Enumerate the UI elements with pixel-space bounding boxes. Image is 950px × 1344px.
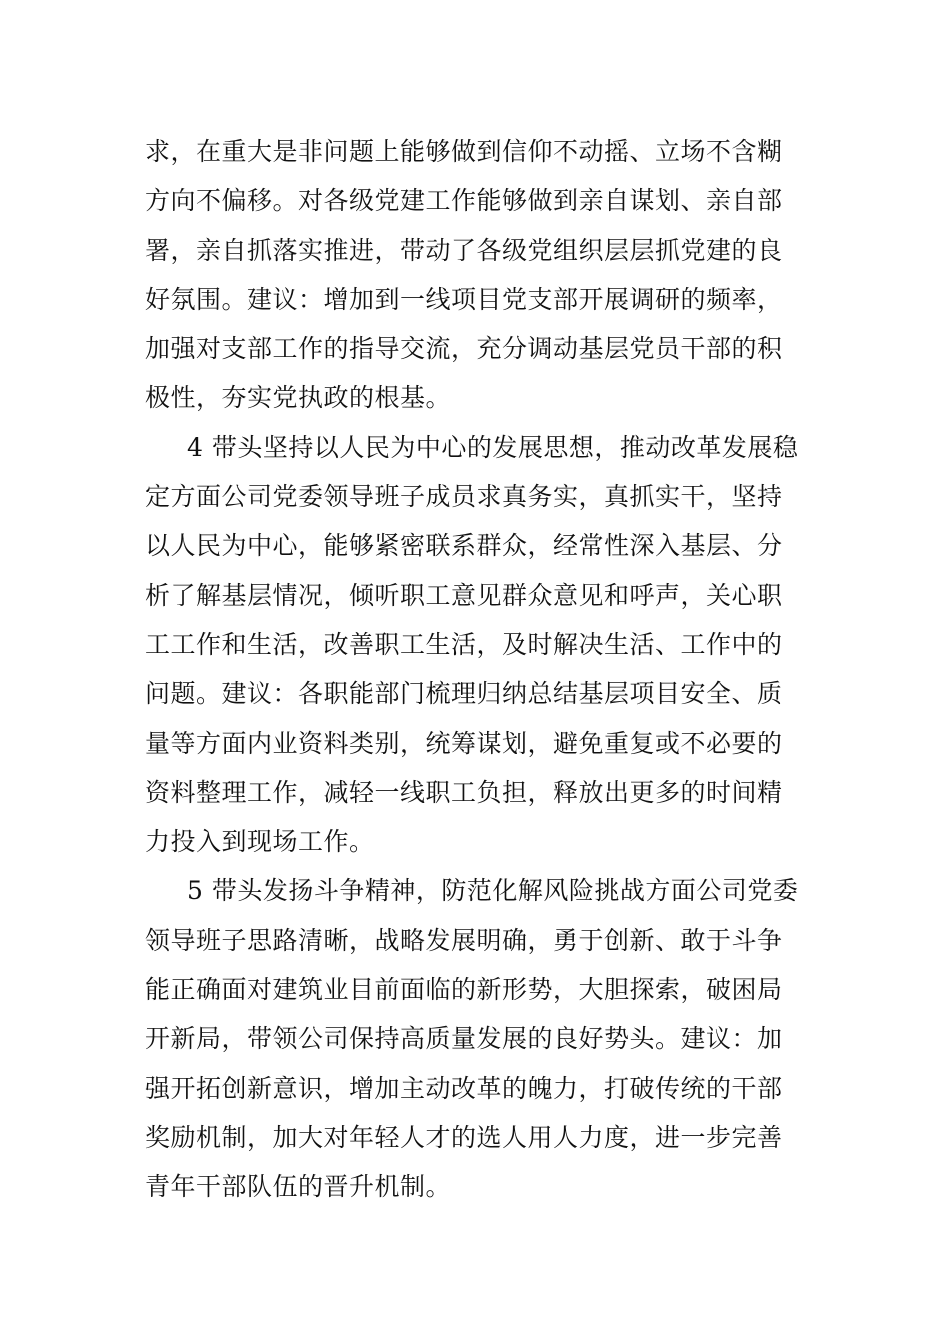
document-body	[145, 127, 807, 1212]
text-line: 能正确面对建筑业目前面临的新形势，大胆探索，破困局	[145, 975, 783, 1005]
text-line: 资料整理工作，减轻一线职工负担，释放出更多的时间精	[145, 777, 783, 807]
text-line: 强开拓创新意识，增加主动改革的魄力，打破传统的干部	[145, 1073, 783, 1103]
text-line: 奖励机制，加大对年轻人才的选人用人力度，进一步完善	[145, 1122, 783, 1152]
text-line: 问题。建议：各职能部门梳理归纳总结基层项目安全、质	[145, 679, 783, 709]
text-line: 以人民为中心，能够紧密联系群众，经常性深入基层、分	[145, 531, 783, 561]
text-line: 领导班子思路清晰，战略发展明确，勇于创新、敢于斗争	[145, 925, 783, 955]
text-line: 5 带头发扬斗争精神，防范化解风险挑战方面公司党委	[187, 876, 799, 906]
text-line: 青年干部队伍的晋升机制。	[145, 1172, 452, 1202]
paragraph-item-5	[145, 866, 807, 1211]
paragraph-item-4	[145, 423, 807, 867]
paragraph-leadership-continuation	[145, 127, 807, 423]
text-line: 工工作和生活，改善职工生活，及时解决生活、工作中的	[145, 629, 783, 659]
text-line: 加强对支部工作的指导交流，充分调动基层党员干部的积	[145, 334, 783, 364]
text-line: 求，在重大是非问题上能够做到信仰不动摇、立场不含糊	[145, 137, 783, 166]
text-line: 署，亲自抓落实推进，带动了各级党组织层层抓党建的良	[145, 235, 783, 265]
text-line: 好氛围。建议：增加到一线项目党支部开展调研的频率，	[145, 284, 783, 314]
text-line: 4 带头坚持以人民为中心的发展思想，推动改革发展稳	[187, 432, 799, 462]
text-line: 力投入到现场工作。	[145, 827, 375, 857]
text-line: 极性，夯实党执政的根基。	[145, 383, 452, 413]
text-line: 析了解基层情况，倾听职工意见群众意见和呼声，关心职	[145, 580, 783, 610]
text-line: 开新局，带领公司保持高质量发展的良好势头。建议：加	[145, 1024, 783, 1054]
text-line: 方向不偏移。对各级党建工作能够做到亲自谋划、亲自部	[145, 186, 783, 216]
text-line: 量等方面内业资料类别，统筹谋划，避免重复或不必要的	[145, 728, 783, 758]
text-line: 定方面公司党委领导班子成员求真务实，真抓实干，坚持	[145, 482, 783, 512]
